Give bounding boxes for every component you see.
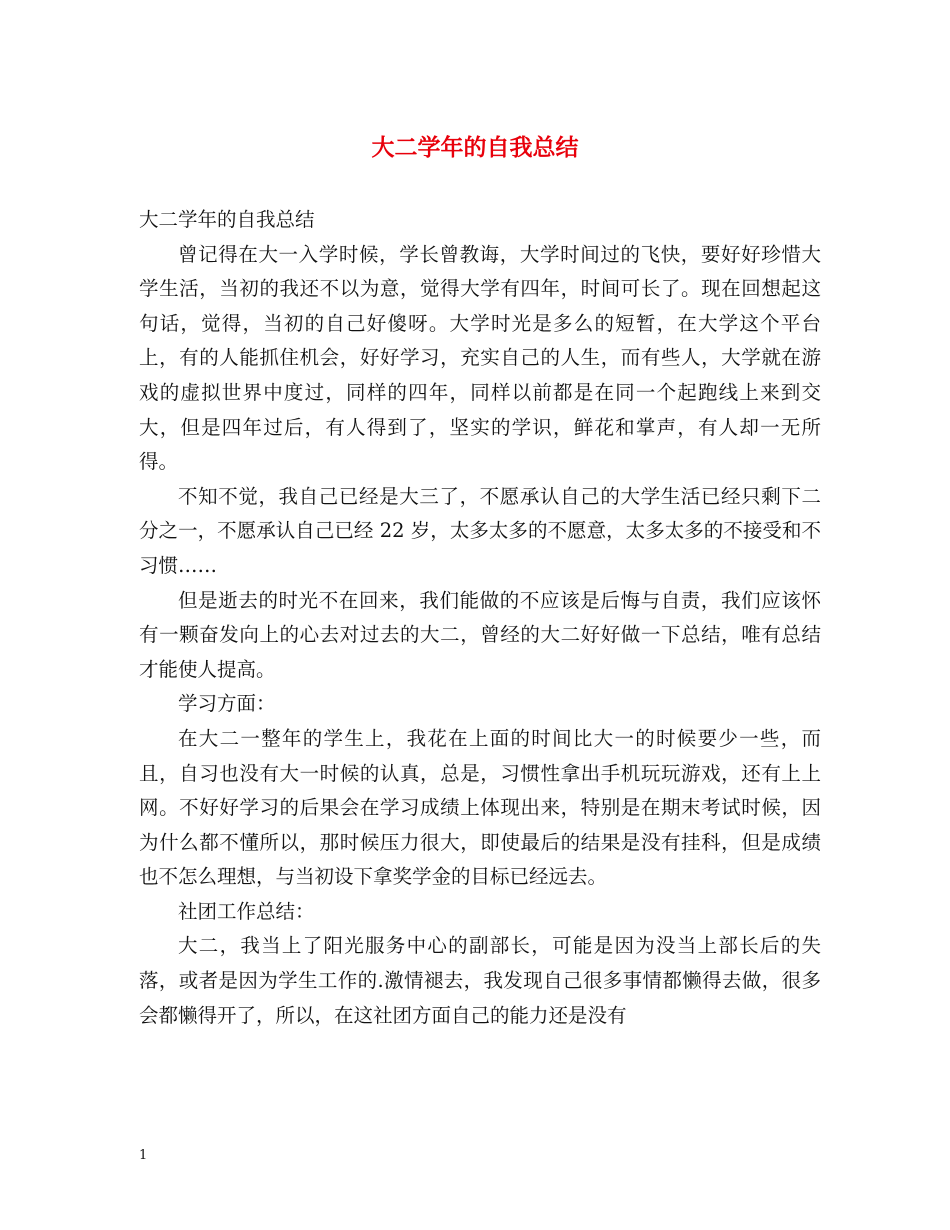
- paragraph-study: 在大二一整年的学生上，我花在上面的时间比大一的时候要少一些，而且，自习也没有大一时候的认真，总是，习惯性拿出手机玩玩游戏，还有上上网。不好好学习的后果会在学习成绩上体现出来，特别是在期末考试时候，因为什么都不懂所以，那时候压力很大，即使最后的结果是没有挂科，但是成绩也不怎么理想，与当初设下拿奖学金的目标已经远去。: [139, 726, 821, 889]
- paragraph-reflection: 但是逝去的时光不在回来，我们能做的不应该是后悔与自责，我们应该怀有一颗奋发向上的心去对过去的大二，曾经的大二好好做一下总结，唯有总结才能使人提高。: [139, 588, 821, 681]
- paragraph-unaware: 不知不觉，我自己已经是大三了，不愿承认自己的大学生活已经只剩下二分之一，不愿承认自己已经 22 岁，太多太多的不愿意，太多太多的不接受和不习惯……: [139, 484, 821, 577]
- document-title: 大二学年的自我总结: [371, 134, 579, 161]
- heading-line: 大二学年的自我总结: [139, 208, 315, 231]
- page-number: 1: [139, 1148, 148, 1163]
- section-heading-club: 社团工作总结：: [178, 899, 315, 923]
- paragraph-club: 大二，我当上了阳光服务中心的副部长，可能是因为没当上部长后的失落，或者是因为学生工作的.激情褪去，我发现自己很多事情都懒得去做，很多会都懒得开了，所以，在这社团方面自己的能力还是没有: [139, 934, 821, 1027]
- section-heading-study: 学习方面：: [178, 692, 276, 716]
- paragraph-intro: 曾记得在大一入学时候，学长曾教诲，大学时间过的飞快，要好好珍惜大学生活，当初的我还不以为意，觉得大学有四年，时间可长了。现在回想起这句话，觉得，当初的自己好傻呀。大学时光是多么的短暂，在大学这个平台上，有的人能抓住机会，好好学习，充实自己的人生，而有些人，大学就在游戏的虚拟世界中度过，同样的四年，同样以前都是在同一个起跑线上来到交大，但是四年过后，有人得到了，坚实的学识，鲜花和掌声，有人却一无所得。: [139, 242, 821, 474]
- document-body: [139, 203, 821, 1033]
